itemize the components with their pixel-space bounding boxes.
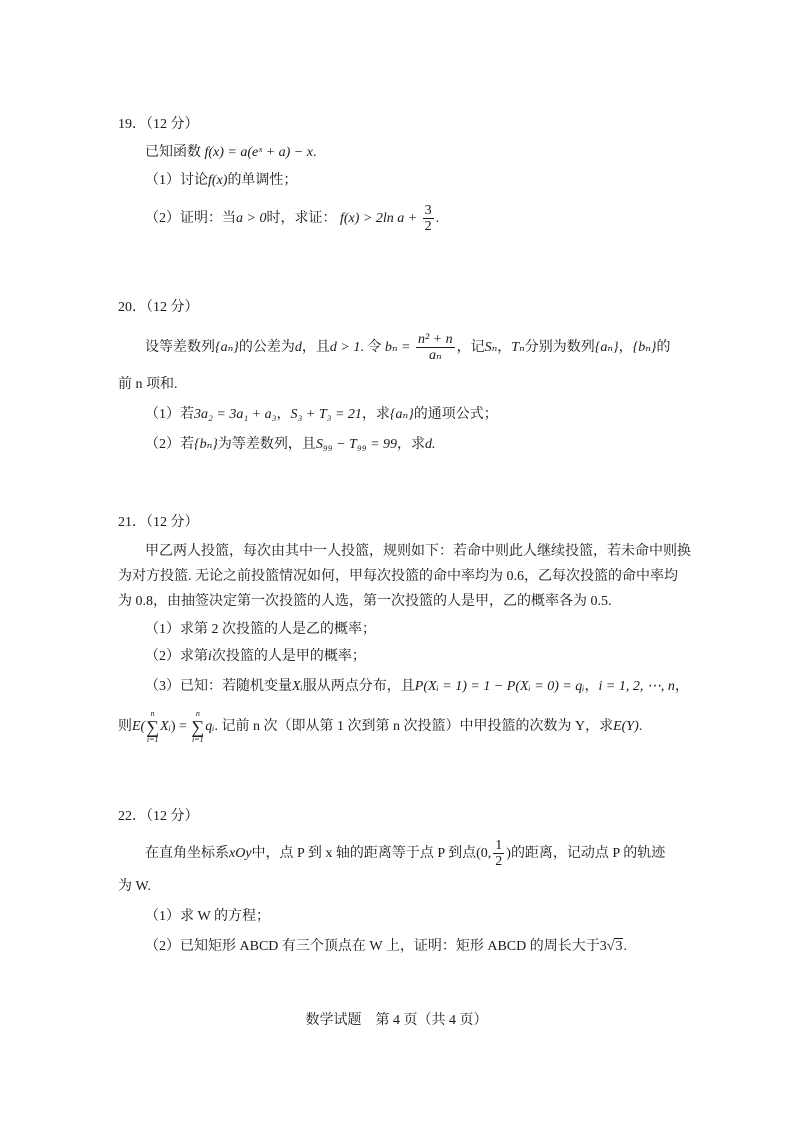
q19-part1-b: 的单调性；	[227, 173, 298, 188]
q21-sum2-top: n	[195, 709, 200, 718]
q19-part2-cond: a > 0	[236, 211, 267, 227]
q20-p1-an: {aₙ}	[389, 407, 414, 422]
q21-p2-a: （2）求第	[145, 649, 208, 664]
q22-l1-c: 的距离，记动点 P 的轨迹	[510, 846, 666, 862]
q21-p3-eq: P(Xᵢ = 1) = 1 − P(Xᵢ = 0) = qᵢ	[414, 679, 585, 694]
q22-l1-pt-b: )	[506, 846, 511, 862]
q20-l1-e: . 令	[360, 340, 382, 356]
q20-l1-d: d	[294, 340, 302, 356]
q22-frac-num: 1	[495, 838, 503, 853]
q20-l1-set: {aₙ}	[215, 340, 239, 356]
q19-part1	[145, 174, 297, 188]
q20-l1-Tn: Tₙ	[511, 340, 525, 356]
q21-part3	[145, 680, 689, 694]
q20-frac-num: n² + n	[417, 332, 453, 347]
q21-p4-eq: ) =	[170, 719, 187, 735]
q20-l1-i: ，	[618, 340, 633, 356]
q20-l1-c: ，且	[301, 340, 330, 356]
q21-p3-d: ，	[674, 679, 689, 694]
q22-part2: （2）已知矩形 ABCD 有三个顶点在 W 上，证明：矩形 ABCD 的周长大于3√3.	[145, 939, 627, 954]
q20-p1-c: ，求	[361, 407, 390, 422]
q20-l1-bnset: {bₙ}	[632, 340, 657, 356]
q20-fraction	[416, 332, 455, 364]
q21-sum1-top: n	[150, 709, 155, 718]
q22-p2-val-b: 3	[615, 939, 623, 954]
q20-l1-cond: d > 1	[329, 340, 361, 356]
q21-sum1-sigma: ∑	[146, 717, 160, 737]
q20-l1-a: 设等差数列	[145, 340, 215, 356]
q21-line1: 甲乙两人投篮，每次由其中一人投篮，规则如下：若命中则此人继续投篮，若未命中则换	[145, 544, 691, 559]
q21-p4-b: . 记前 n 次（即从第 1 次到第 n 次投篮）中甲投篮的次数为 Y，求	[214, 719, 614, 735]
q20-p1-a: （1）若	[145, 407, 194, 422]
q20-p1-eq1: 3a₂ = 3a₁ + a₃	[194, 407, 277, 422]
q22-p2-a: （2）已知矩形 ABCD 有三个顶点在 W 上，证明：矩形 ABCD 的周长大于	[145, 939, 600, 954]
q19-intro-text: 已知函数	[145, 145, 201, 160]
q21-sum1-bottom: i=1	[146, 735, 159, 744]
q21-p3-b: 服从两点分布，且	[302, 679, 415, 694]
q21-sum2-sigma: ∑	[191, 717, 205, 737]
q20-l1-f: ，记	[456, 340, 485, 356]
q19-frac-num: 3	[424, 203, 432, 218]
q21-p3-c: ，	[584, 679, 599, 694]
q22-p2-val-a: 3	[599, 939, 607, 954]
q21-p3-range: i = 1, 2, ⋯, n	[598, 679, 675, 694]
q20-part2	[145, 438, 436, 452]
q19-part2-a: （2）证明：当	[145, 211, 236, 227]
q19-part2-b: 时，求证：	[266, 211, 337, 227]
q21-line2: 为对方投篮. 无论之前投篮情况如何，甲每次投篮的命中率均为 0.6，乙每次投篮的命中率均	[118, 569, 678, 584]
q22-l1-a: 在直角坐标系	[145, 846, 229, 862]
page-footer: 数学试题 第 4 页（共 4 页）	[305, 1013, 488, 1028]
q22-part1: （1）求 W 的方程；	[145, 909, 270, 924]
q20-p2-a: （2）若	[145, 437, 194, 452]
q21-sum-1	[146, 710, 159, 744]
q21-sum-2	[191, 710, 204, 744]
q21-line4	[118, 710, 642, 744]
q19-part1-a: （1）讨论	[145, 173, 208, 188]
q20-p1-eq2: S₃ + T₃ = 21	[290, 407, 362, 422]
q20-l1-g: ，	[497, 340, 512, 356]
q21-heading: 21．（12 分）	[118, 515, 199, 530]
q21-part2	[145, 650, 366, 664]
q21-p3-a: （3）已知：若随机变量	[145, 679, 292, 694]
q20-l1-b: 的公差为	[238, 340, 295, 356]
q20-p1-b: ，	[276, 407, 291, 422]
q22-line2: 为 W.	[118, 879, 151, 894]
q21-part1: （1）求第 2 次投篮的人是乙的概率；	[145, 622, 376, 637]
q21-p3-Xi: Xᵢ	[292, 679, 303, 694]
q22-l1-xOy: xOy	[229, 846, 252, 862]
q20-frac-den: aₙ	[428, 348, 442, 364]
q20-p1-d: 的通项公式；	[413, 407, 498, 422]
q19-part2-ineq: f(x) > 2ln a +	[339, 211, 418, 227]
q20-p2-b: 为等差数列，且	[217, 437, 316, 452]
q22-line1	[145, 838, 665, 870]
q21-p4-EY: E(Y)	[613, 719, 639, 735]
q20-l1-Sn: Sₙ	[484, 340, 498, 356]
q21-p4-c: .	[638, 719, 643, 735]
q21-p2-i: i	[208, 649, 212, 664]
q20-l1-h: 分别为数列	[524, 340, 595, 356]
q20-line2: 前 n 项和.	[118, 377, 178, 392]
q22-frac-den: 2	[495, 854, 503, 870]
q19-heading: 19．（12 分）	[118, 117, 199, 132]
q19-part1-fx: f(x)	[208, 173, 228, 188]
q21-p4-Xi: Xᵢ	[160, 719, 171, 735]
q19-intro: 已知函数 f(x) = a(eˣ + a) − x.	[145, 145, 317, 160]
q22-l1-pt-a: (0,	[476, 846, 492, 862]
q20-part1	[145, 408, 498, 422]
q20-p2-d: d.	[425, 437, 436, 452]
q20-l1-bn: bₙ =	[384, 340, 411, 356]
q20-line1	[145, 332, 671, 364]
q20-l1-an: {aₙ}	[594, 340, 619, 356]
q19-fraction	[423, 203, 434, 235]
q21-line3: 为 0.8，由抽签决定第一次投篮的人选，第一次投篮的人是甲，乙的概率各为 0.5.	[118, 594, 612, 609]
q19-part2: （2）证明：当a > 0时，求证： f(x) > 2ln a + $\frac{3}{2}$ .	[145, 203, 440, 235]
q22-l1-b: 中，点 P 到 x 轴的距离等于点 P 到点	[251, 846, 477, 862]
q19-frac-den: 2	[424, 219, 432, 235]
q20-heading: 20．（12 分）	[118, 300, 199, 315]
q22-fraction	[493, 838, 504, 870]
q21-sum2-bottom: i=1	[192, 735, 204, 744]
q19-function-def: f(x) = a(eˣ + a) − x	[204, 145, 313, 160]
q21-p4-qi: qᵢ	[205, 719, 215, 735]
q20-p2-c: ，求	[397, 437, 426, 452]
q21-p2-b: 次投篮的人是甲的概率；	[211, 649, 366, 664]
q22-heading: 22．（12 分）	[118, 809, 199, 824]
q21-p4-a: 则	[118, 719, 132, 735]
q20-p2-eq: S₉₉ − T₉₉ = 99	[315, 437, 398, 452]
q20-p2-bn: {bₙ}	[194, 437, 218, 452]
q20-l1-j: 的	[656, 340, 671, 356]
q22-p2-end: .	[623, 939, 627, 954]
q21-p4-E: E(	[132, 719, 146, 735]
